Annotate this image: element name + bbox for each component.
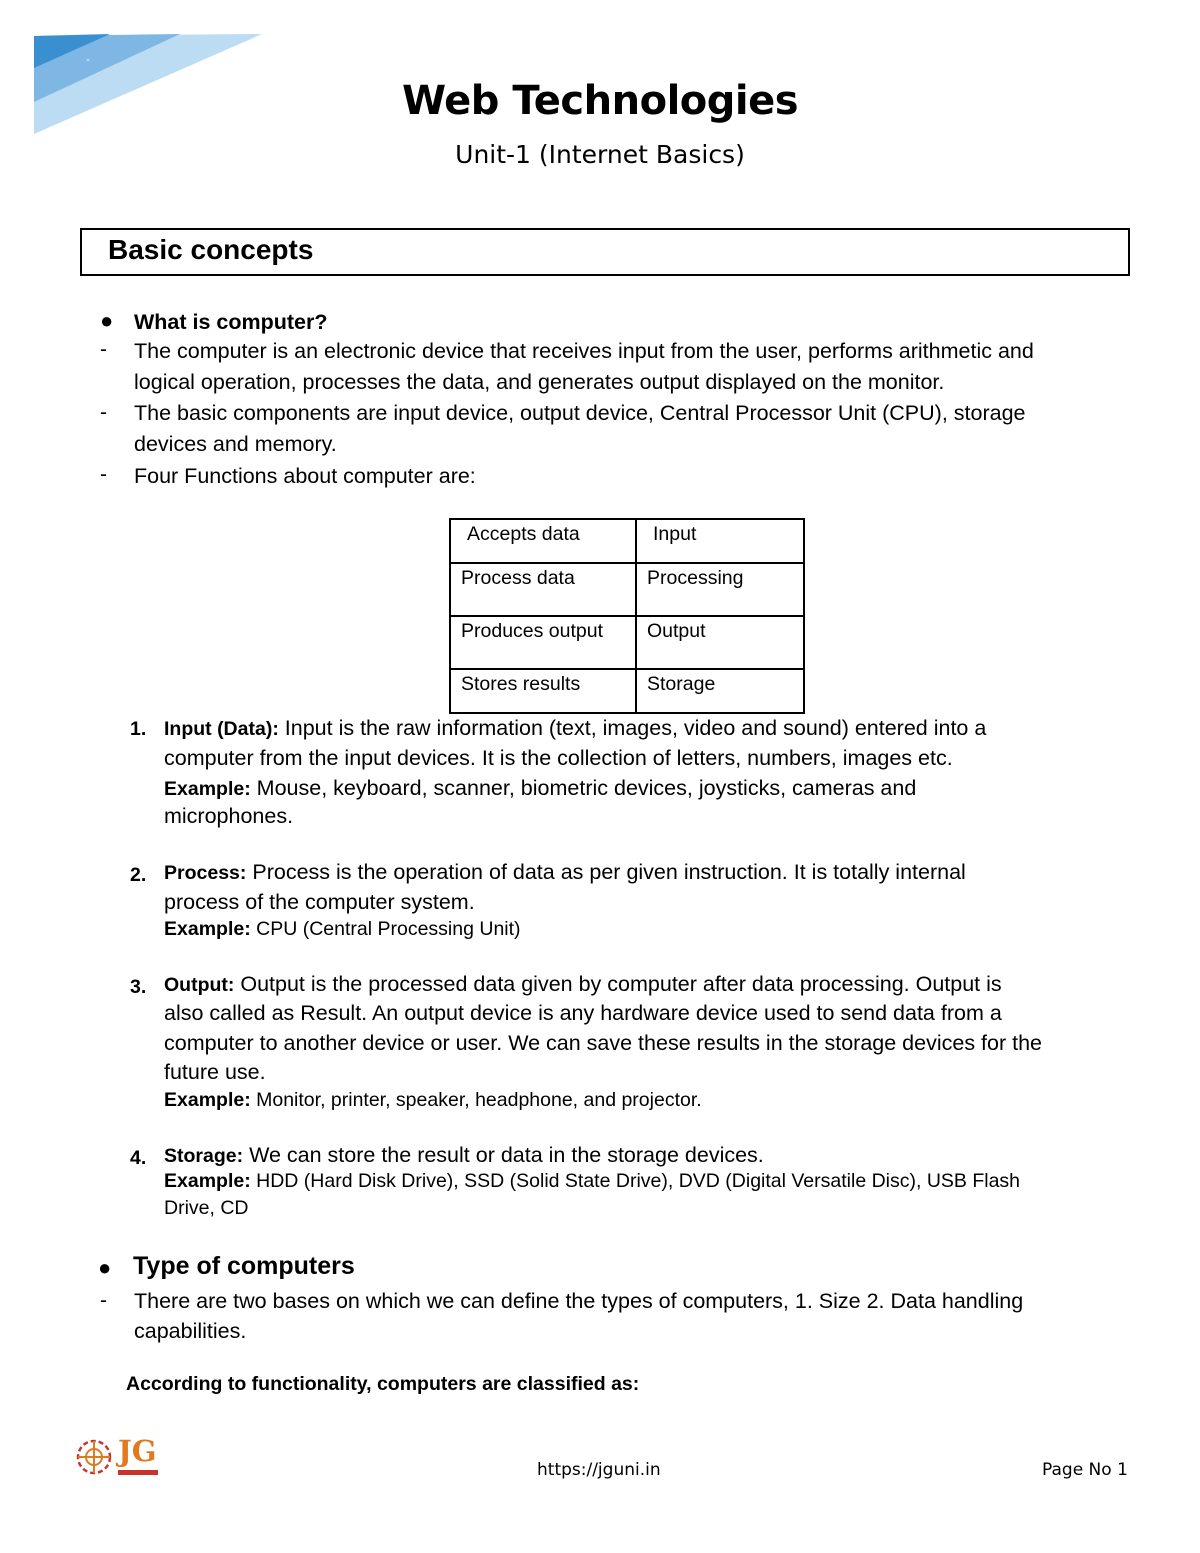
dash-icon: - — [100, 401, 107, 424]
item-number: 3. — [130, 976, 147, 998]
input-example-line-1: Example: Mouse, keyboard, scanner, biometric devices, joysticks, cameras and — [164, 776, 917, 800]
item-number: 1. — [130, 718, 147, 740]
item-number: 2. — [130, 864, 147, 886]
footer-url[interactable]: https://jguni.in — [537, 1460, 661, 1480]
table-cell: Stores results — [450, 669, 636, 713]
page-subtitle: Unit-1 (Internet Basics) — [455, 140, 745, 169]
output-line-4: future use. — [164, 1060, 266, 1084]
definition-line-2: logical operation, processes the data, and generates output displayed on the monitor. — [134, 370, 945, 394]
table-cell: Accepts data — [450, 519, 636, 563]
storage-example-line-2: Drive, CD — [164, 1197, 249, 1219]
table-cell: Produces output — [450, 616, 636, 669]
table-cell: Processing — [636, 563, 804, 616]
section-title: Basic concepts — [108, 234, 314, 265]
dash-icon: - — [100, 463, 107, 486]
definition-line-1: The computer is an electronic device that receives input from the user, performs arithmetic and — [134, 339, 1034, 363]
process-example: Example: CPU (Central Processing Unit) — [164, 918, 521, 940]
section-box — [80, 228, 1130, 276]
table-row — [450, 616, 804, 669]
bullet-icon: ● — [100, 308, 114, 333]
process-line-1: Process: Process is the operation of data as per given instruction. It is totally internal — [164, 860, 966, 884]
corner-mark: - — [86, 52, 90, 66]
components-line-2: devices and memory. — [134, 432, 337, 456]
logo-text: JG — [118, 1434, 157, 1468]
storage-line-1: Storage: We can store the result or data in the storage devices. — [164, 1143, 764, 1167]
types-line-1: There are two bases on which we can define the types of computers, 1. Size 2. Data handling — [134, 1289, 1024, 1313]
table-row — [450, 669, 804, 713]
input-line-1: Input (Data): Input is the raw information (text, images, video and sound) entered into a — [164, 716, 987, 740]
what-is-computer-heading: What is computer? — [134, 310, 328, 334]
output-line-1: Output: Output is the processed data given by computer after data processing. Output is — [164, 972, 1002, 996]
item-number: 4. — [130, 1147, 147, 1169]
classification-heading: According to functionality, computers are classified as: — [126, 1373, 640, 1395]
output-example: Example: Monitor, printer, speaker, headphone, and projector. — [164, 1089, 702, 1111]
process-line-2: process of the computer system. — [164, 890, 475, 914]
table-row — [450, 519, 804, 563]
table-cell: Output — [636, 616, 804, 669]
table-cell: Storage — [636, 669, 804, 713]
components-line-1: The basic components are input device, output device, Central Processor Unit (CPU), storage — [134, 401, 1026, 425]
functions-intro: Four Functions about computer are: — [134, 464, 476, 488]
storage-example-line-1: Example: HDD (Hard Disk Drive), SSD (Solid State Drive), DVD (Digital Versatile Disc), USB Flash — [164, 1170, 1021, 1192]
functions-table — [449, 518, 805, 714]
table-cell: Input — [636, 519, 804, 563]
table-row — [450, 563, 804, 616]
output-line-3: computer to another device or user. We can save these results in the storage devices for the — [164, 1031, 1042, 1055]
input-example-line-2: microphones. — [164, 804, 294, 828]
bullet-icon: ● — [98, 1255, 112, 1280]
output-line-2: also called as Result. An output device is any hardware device used to send data from a — [164, 1001, 1002, 1025]
table-cell: Process data — [450, 563, 636, 616]
dash-icon: - — [100, 338, 107, 361]
page-title: Web Technologies — [401, 78, 799, 124]
page-number: Page No 1 — [1042, 1460, 1128, 1480]
input-line-2: computer from the input devices. It is the collection of letters, numbers, images etc. — [164, 746, 953, 770]
dash-icon: - — [100, 1289, 107, 1312]
footer-logo — [74, 1434, 164, 1486]
types-heading: Type of computers — [133, 1252, 355, 1280]
types-line-2: capabilities. — [134, 1319, 247, 1343]
